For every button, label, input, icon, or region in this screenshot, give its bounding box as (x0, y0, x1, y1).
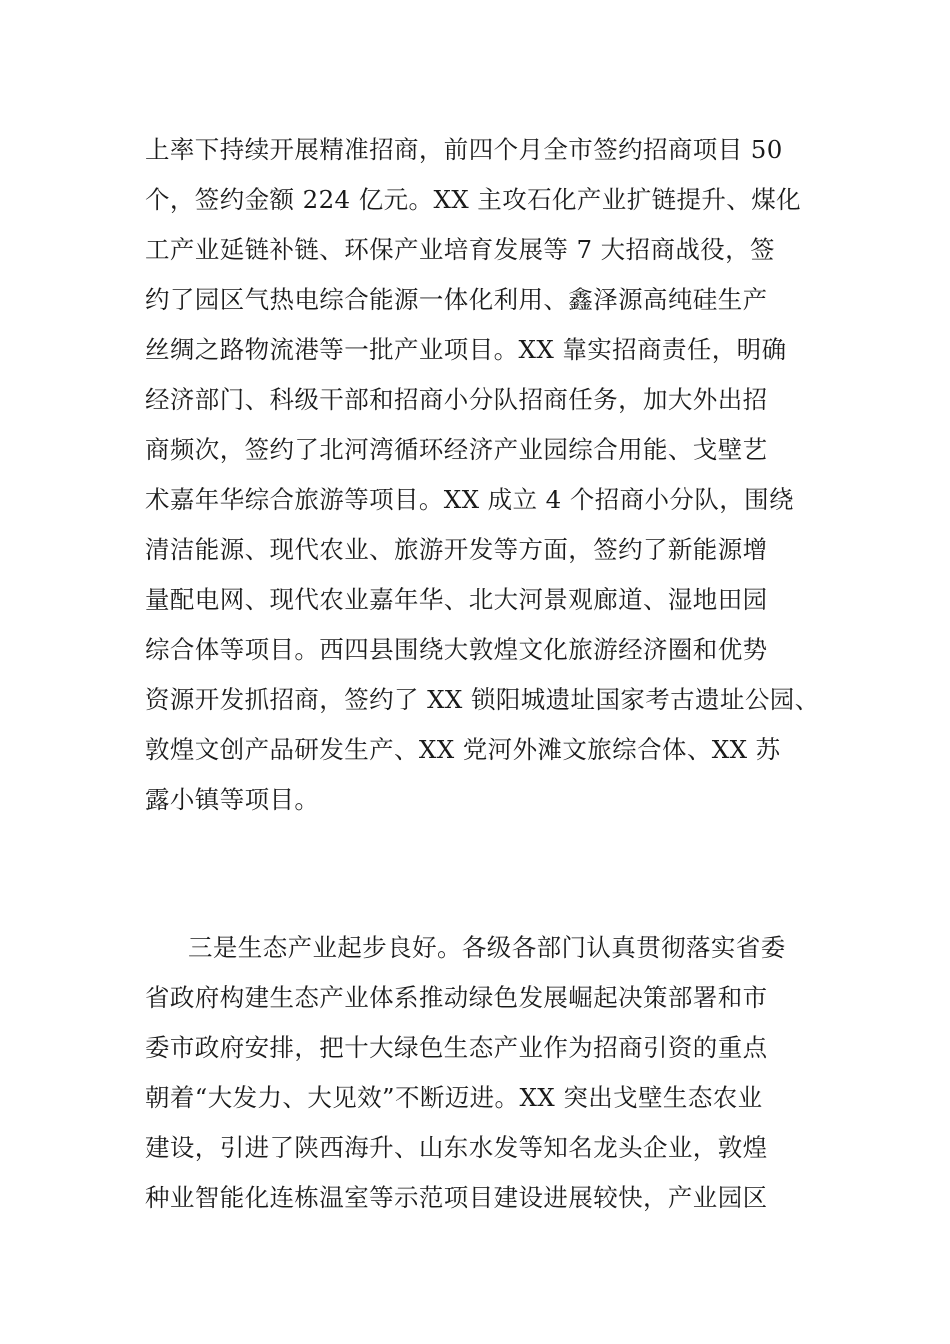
text-line: 个，签约金额 224 亿元。XX 主攻石化产业扩链提升、煤化 (145, 185, 802, 214)
text-line: 丝绸之路物流港等一批产业项目。XX 靠实招商责任，明确 (145, 335, 787, 364)
text-line: 资源开发抓招商，签约了 XX 锁阳城遗址国家考古遗址公园、 (145, 685, 820, 714)
text-line: 露小镇等项目。 (145, 785, 320, 814)
text-line: 约了园区气热电综合能源一体化利用、鑫泽源高纯硅生产 (145, 285, 768, 314)
text-line: 种业智能化连栋温室等示范项目建设进展较快，产业园区 (145, 1183, 768, 1212)
text-line: 朝着“大发力、大见效”不断迈进。XX 突出戈壁生态农业 (145, 1083, 763, 1112)
text-line: 商频次，签约了北河湾循环经济产业园综合用能、戈壁艺 (145, 435, 768, 464)
text-line: 清洁能源、现代农业、旅游开发等方面，签约了新能源增 (145, 535, 768, 564)
text-line: 委市政府安排，把十大绿色生态产业作为招商引资的重点 (145, 1033, 768, 1062)
text-line: 经济部门、科级干部和招商小分队招商任务，加大外出招 (145, 385, 768, 414)
text-line: 工产业延链补链、环保产业培育发展等 7 大招商战役，签 (145, 235, 775, 264)
text-line: 敦煌文创产品研发生产、XX 党河外滩文旅综合体、XX 苏 (145, 735, 781, 764)
text-line: 综合体等项目。西四县围绕大敦煌文化旅游经济圈和优势 (145, 635, 768, 664)
text-line: 量配电网、现代农业嘉年华、北大河景观廊道、湿地田园 (145, 585, 768, 614)
text-line: 建设，引进了陕西海升、山东水发等知名龙头企业，敦煌 (145, 1133, 768, 1162)
text-line: 术嘉年华综合旅游等项目。XX 成立 4 个招商小分队，围绕 (145, 485, 794, 514)
text-line: 上率下持续开展精准招商，前四个月全市签约招商项目 50 (145, 135, 783, 164)
text-line: 三是生态产业起步良好。各级各部门认真贯彻落实省委 (188, 933, 786, 962)
text-line: 省政府构建生态产业体系推动绿色发展崛起决策部署和市 (145, 983, 768, 1012)
